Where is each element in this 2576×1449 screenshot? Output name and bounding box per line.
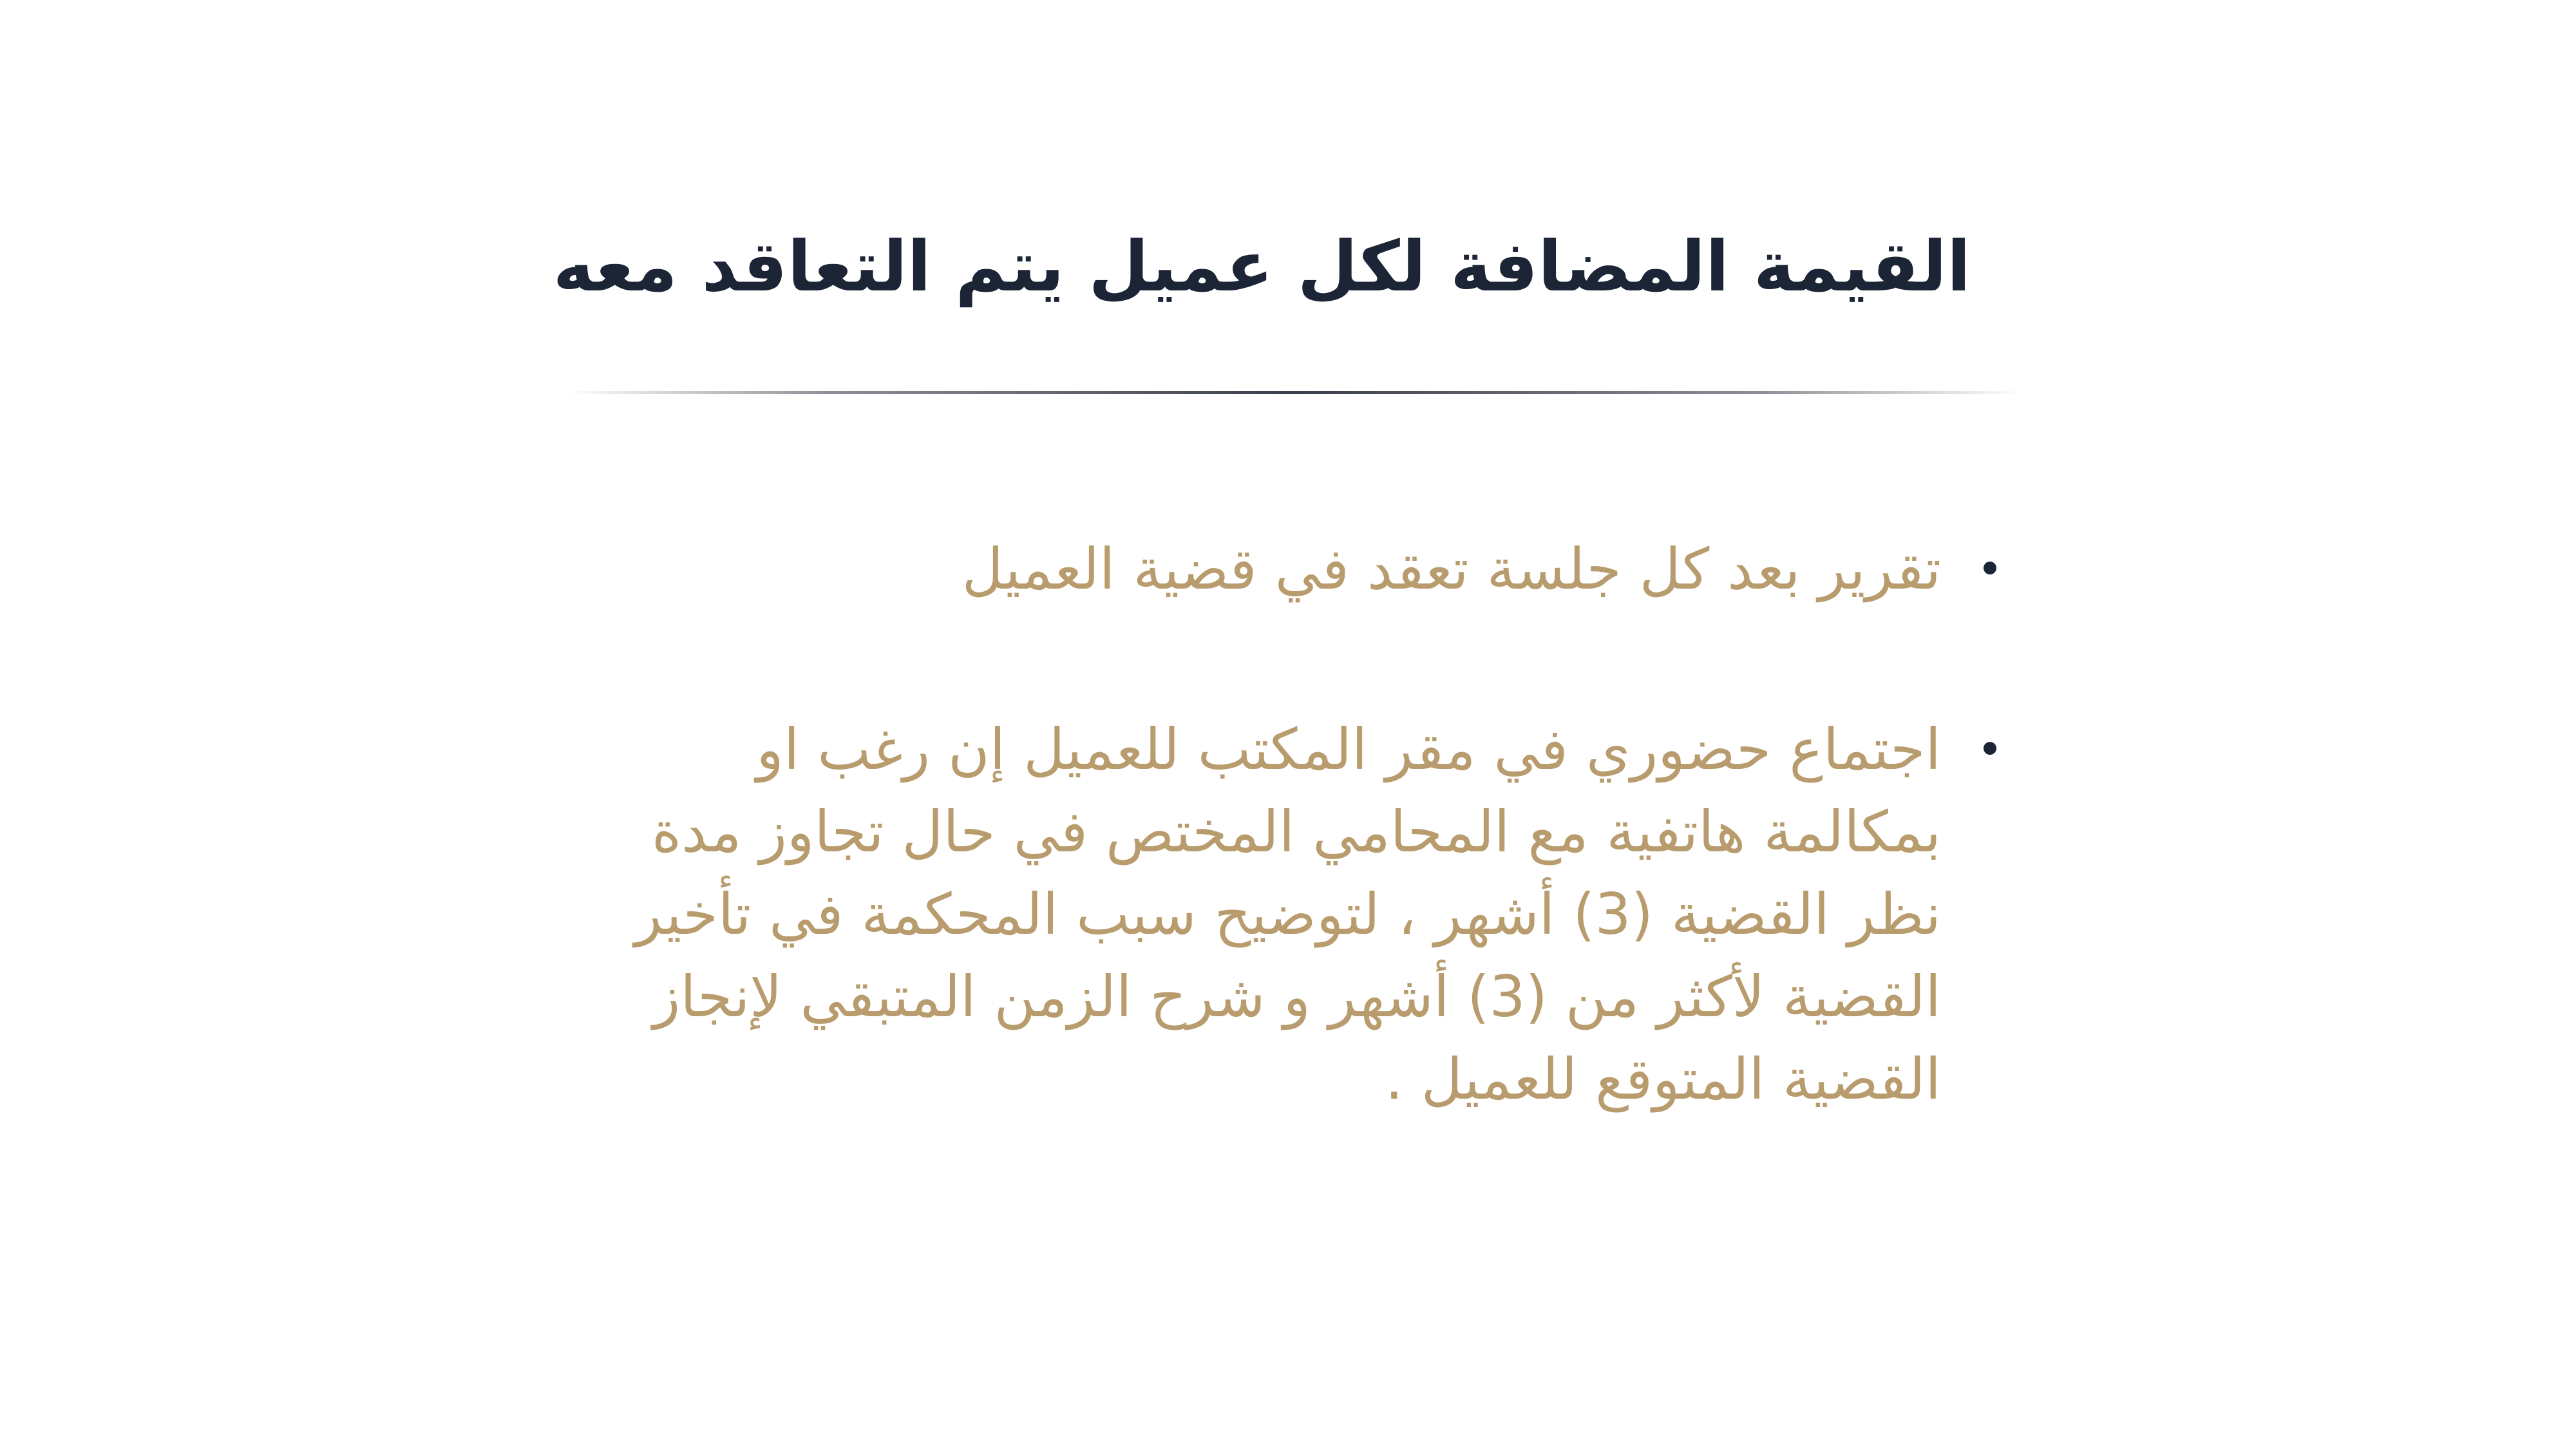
title-divider — [567, 391, 2022, 394]
bullet-text: اجتماع حضوري في مقر المكتب للعميل إن رغب او بمكالمة هاتفية مع المحامي المختص في حال تجاوز مدة نظر القضية (3) أشهر ، لتوضيح سبب المحكمة في تأخير القضية لأكثر من (3) أشهر و شرح الزمن المتبقي لإنجاز القضية المتوقع للعميل . — [634, 716, 1941, 1112]
bullet-item-meeting — [618, 708, 1996, 1121]
bullet-text: تقرير بعد كل جلسة تعقد في قضية العميل — [961, 536, 1941, 602]
bullet-marker — [1984, 742, 1996, 755]
bullet-list — [618, 528, 1996, 1121]
slide-title: القيمة المضافة لكل عميل يتم التعاقد معه — [553, 227, 1971, 307]
bullet-marker — [1984, 562, 1996, 574]
bullet-item-session-report — [618, 528, 1996, 611]
